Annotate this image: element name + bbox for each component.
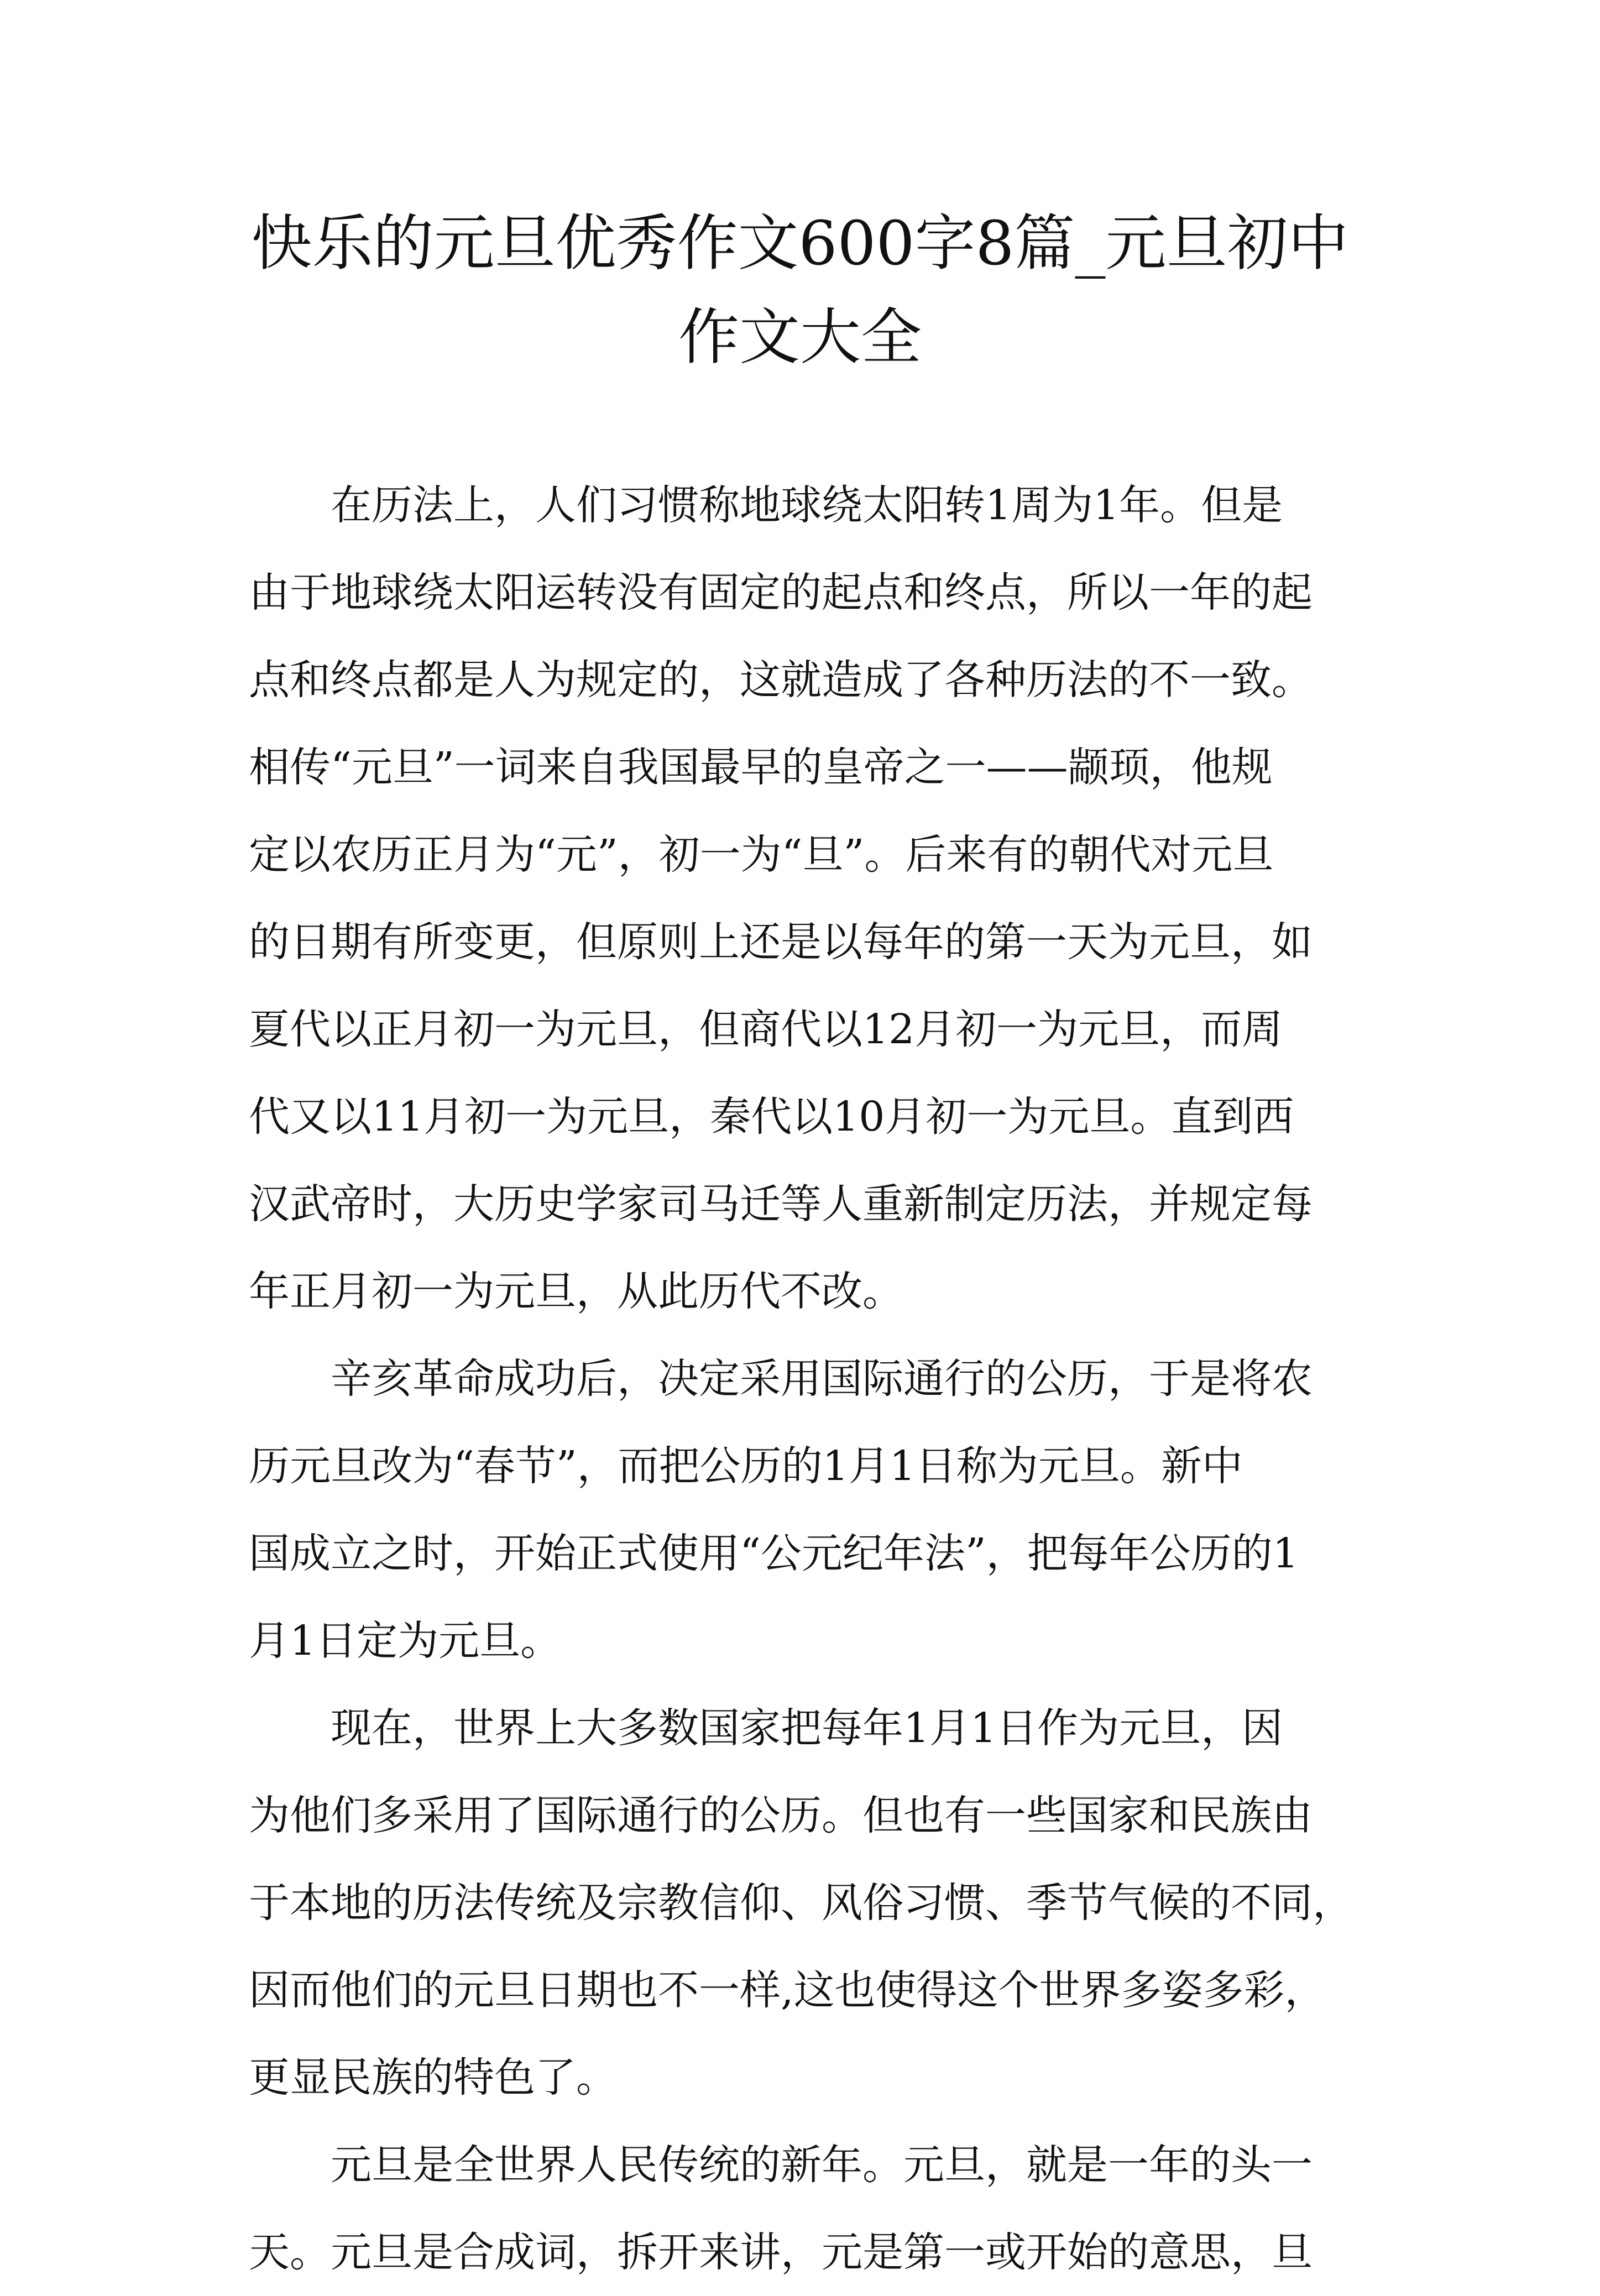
paragraph-1 [249,462,1371,1335]
text-line: 现在，世界上大多数国家把每年1月1日作为元旦，因 [331,1704,1283,1752]
text-line: 元旦是全世界人民传统的新年。元旦，就是一年的头一 [331,2141,1313,2189]
text-line: 天。元旦是合成词，拆开来讲，元是第一或开始的意思，旦 [249,2229,1313,2276]
paragraph-4 [249,2121,1371,2296]
paragraph-2 [249,1335,1371,1685]
title-line-1: 快乐的元旦优秀作文600字8篇_元旦初中 [251,208,1349,279]
article-body [249,462,1371,2296]
text-line: 为他们多采用了国际通行的公历。但也有一些国家和民族由 [249,1792,1313,1839]
text-line: 年正月初一为元旦，从此历代不改。 [249,1268,903,1315]
text-line: 月1日定为元旦。 [249,1617,562,1665]
text-line: 因而他们的元旦日期也不一样,这也使得这个世界多姿多彩， [249,1966,1326,2014]
page-title [166,196,1434,384]
text-line: 夏代以正月初一为元旦，但商代以12月初一为元旦，而周 [249,1006,1283,1053]
text-line: 点和终点都是人为规定的，这就造成了各种历法的不一致。 [249,656,1313,704]
text-line: 更显民族的特色了。 [249,2054,617,2101]
text-line: 的日期有所变更，但原则上还是以每年的第一天为元旦，如 [249,918,1313,966]
text-line: 于本地的历法传统及宗教信仰、风俗习惯、季节气候的不同， [249,1879,1353,1927]
text-line: 国成立之时，开始正式使用“公元纪年法”，把每年公历的1 [249,1530,1299,1577]
text-line: 辛亥革命成功后，决定采用国际通行的公历，于是将农 [331,1355,1313,1403]
text-line: 历元旦改为“春节”，而把公历的1月1日称为元旦。新中 [249,1442,1243,1490]
text-line: 由于地球绕太阳运转没有固定的起点和终点，所以一年的起 [249,569,1313,616]
text-line: 代又以11月初一为元旦，秦代以10月初一为元旦。直到西 [249,1093,1294,1141]
text-line: 汉武帝时，大历史学家司马迁等人重新制定历法，并规定每 [249,1180,1313,1228]
text-line: 定以农历正月为“元”，初一为“旦”。后来有的朝代对元旦 [249,831,1274,878]
paragraph-3 [249,1685,1371,2121]
text-line: 相传“元旦”一词来自我国最早的皇帝之一——颛顼，他规 [249,744,1273,791]
text-line: 在历法上，人们习惯称地球绕太阳转1周为1年。但是 [331,482,1283,529]
title-line-2: 作文大全 [678,302,922,373]
